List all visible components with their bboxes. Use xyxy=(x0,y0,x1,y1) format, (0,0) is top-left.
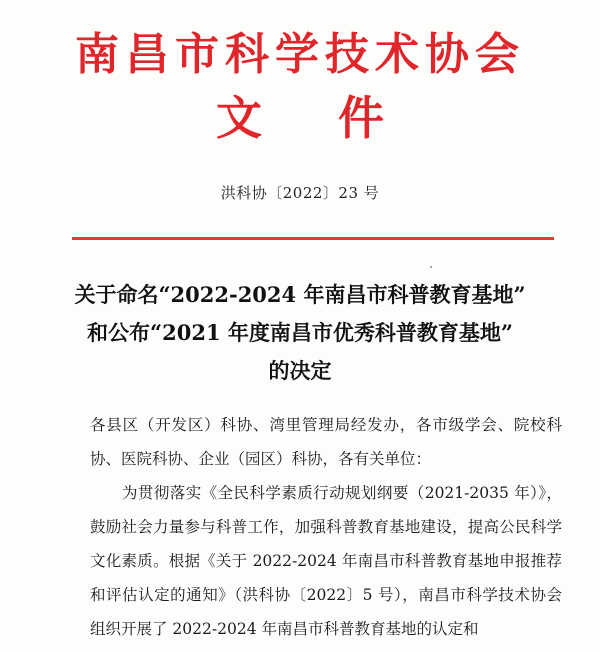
doc-label-char-1: 文 xyxy=(216,91,262,145)
document-number: 洪科协〔2022〕23 号 xyxy=(220,184,380,202)
body-paragraph-1: 为贯彻落实《全民科学素质行动规划纲要（2021-2035 年）》，鼓励社会力量参与科普工作，加强科普教育基地建设，提高公民科学文化素质。根据《关于 2022-2024 年南昌市科普教育基地申报推荐和评估认定的通知》（洪科协〔2022〕5 号），南昌市科学技术协会组织开展了 2022-2024 年南昌市科普教育基地的认定和 xyxy=(90,484,562,638)
decision-title xyxy=(0,276,600,390)
doc-label xyxy=(0,92,600,144)
salutation: 各县区（开发区）科协、湾里管理局经发办，各市级学会、院校科协、医院科协、企业（园区）科协，各有关单位： xyxy=(90,416,562,468)
scan-speck xyxy=(430,266,432,268)
decision-title-line-1: 关于命名“2022-2024 年南昌市科普教育基地” xyxy=(74,282,526,307)
body-text xyxy=(90,408,562,646)
red-separator-line xyxy=(72,237,554,240)
decision-title-line-2: 和公布“2021 年度南昌市优秀科普教育基地” xyxy=(87,320,513,345)
decision-title-line-3: 的决定 xyxy=(268,358,332,383)
org-title: 南昌市科学技术协会 xyxy=(75,29,525,80)
doc-label-char-2: 件 xyxy=(338,91,384,145)
